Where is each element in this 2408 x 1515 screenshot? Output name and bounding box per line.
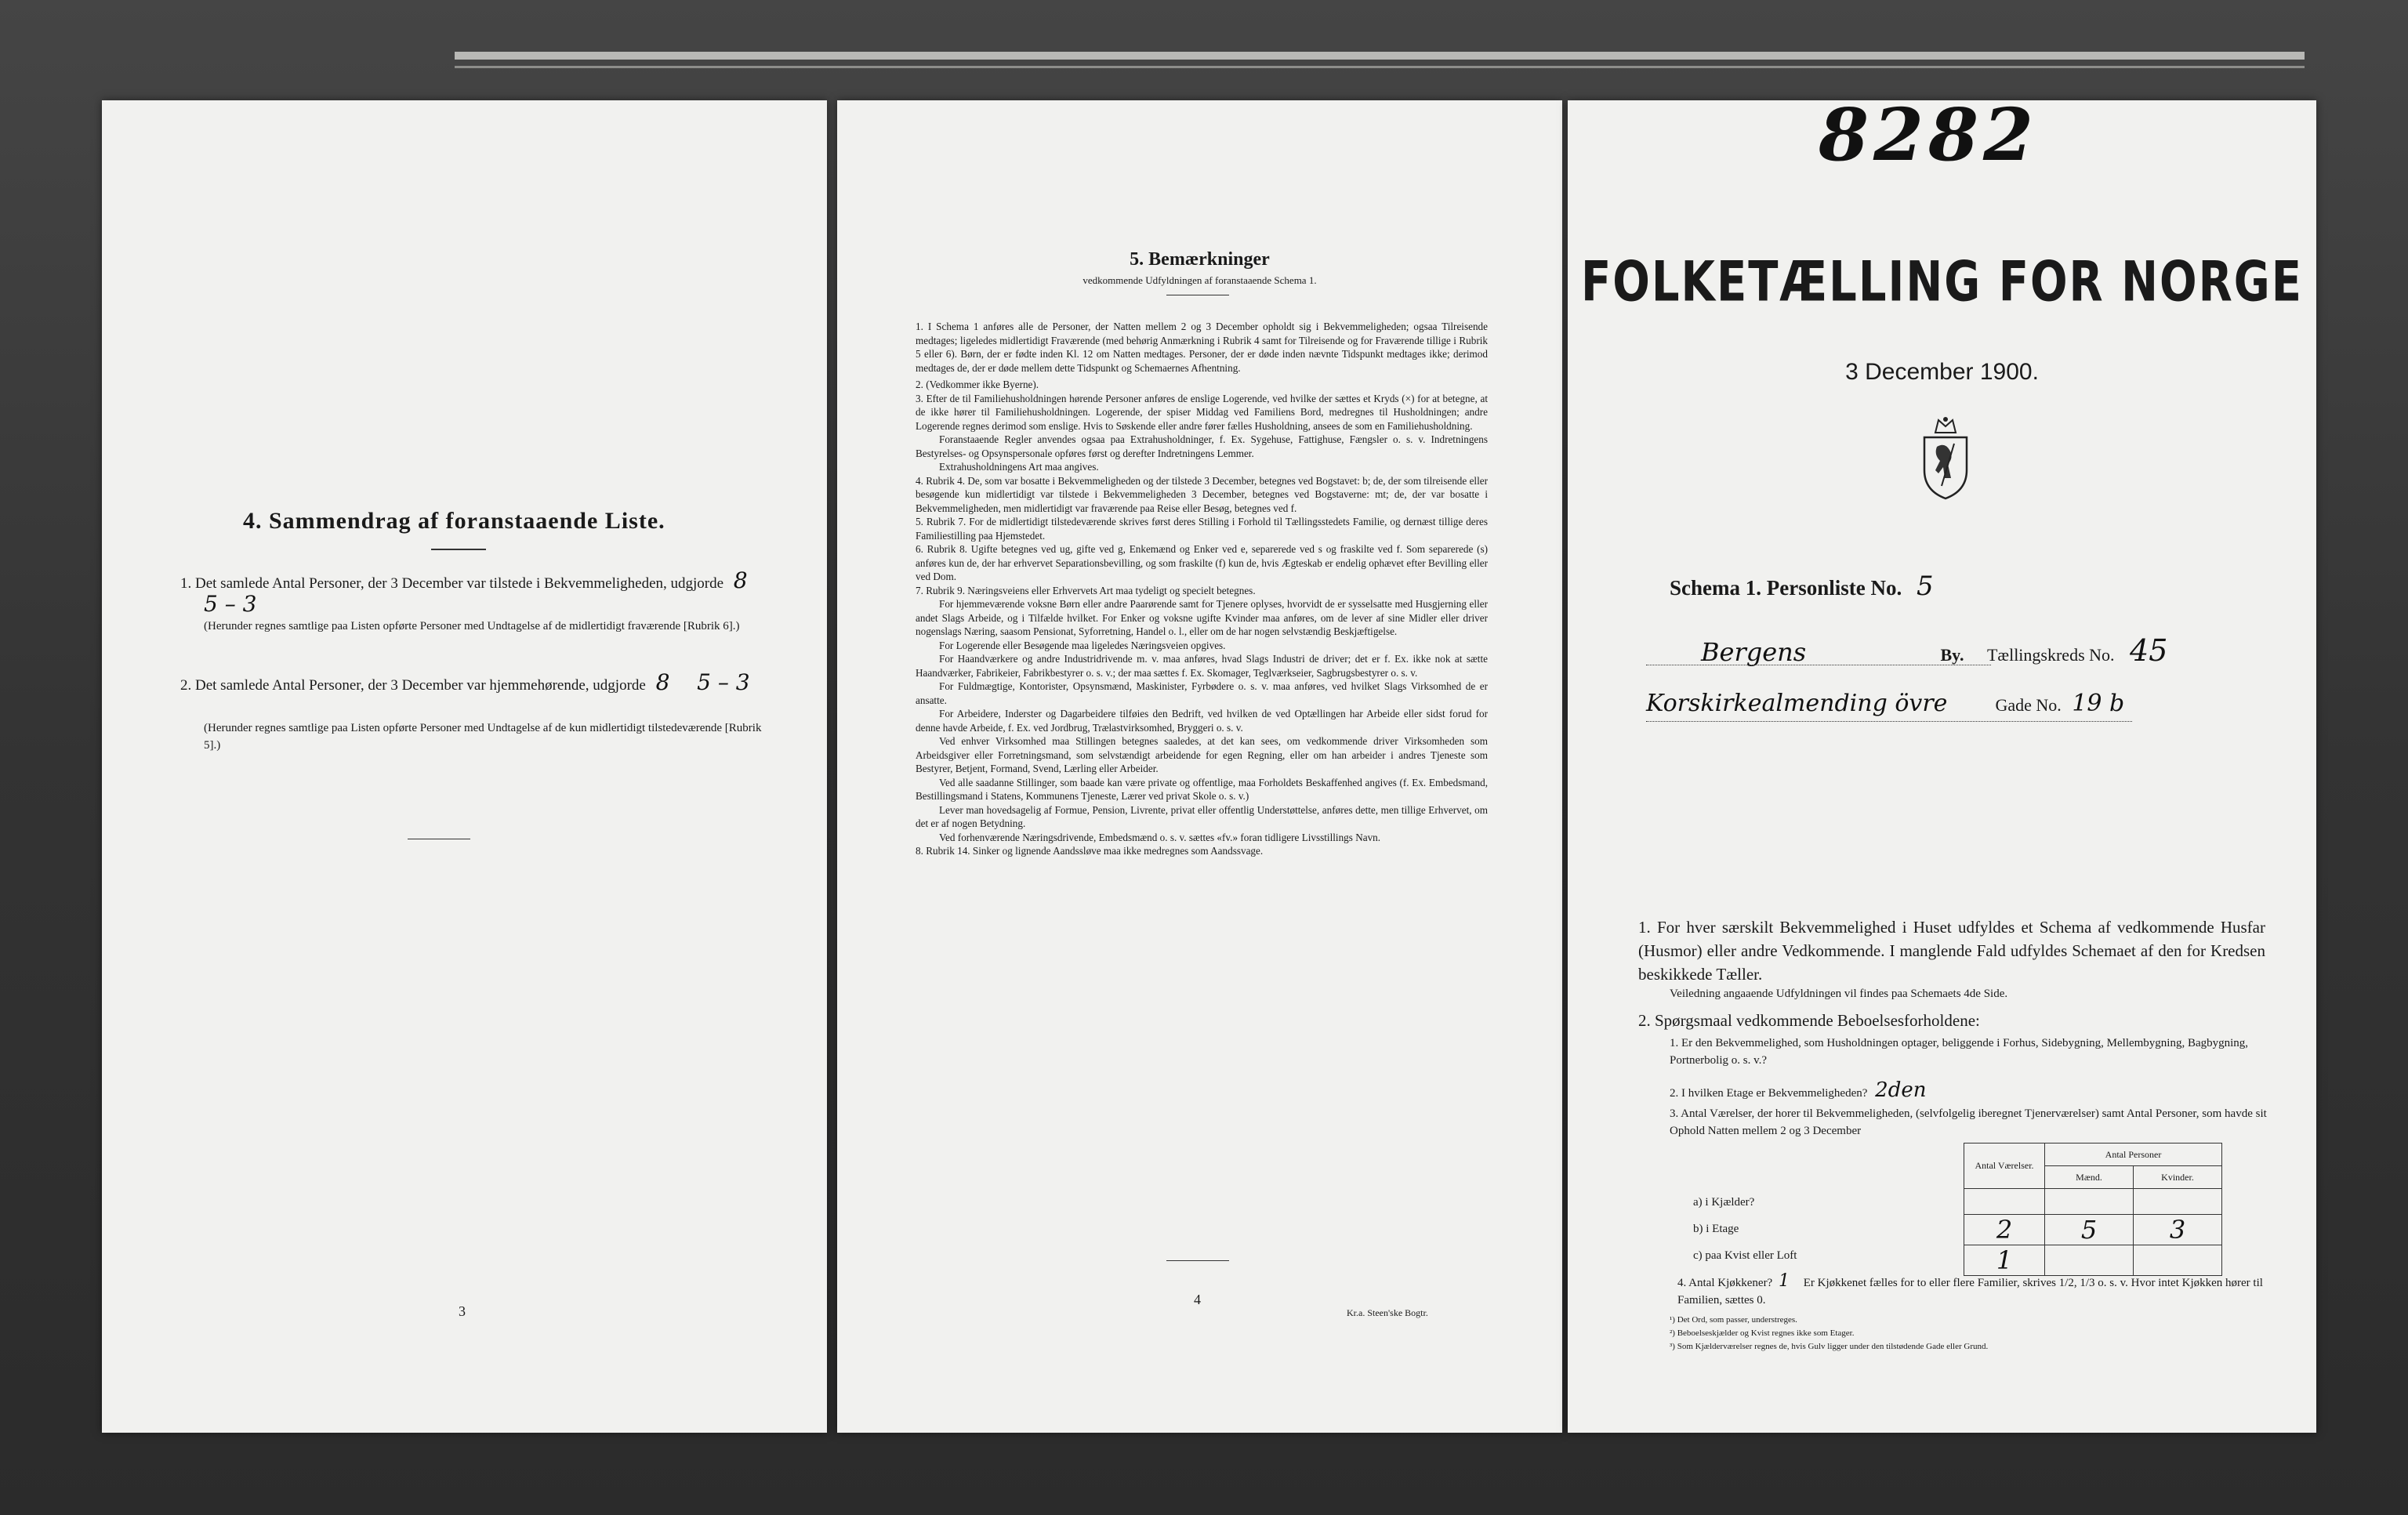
city-name: Bergens bbox=[1701, 637, 1807, 667]
census-date: 3 December 1900. bbox=[1845, 359, 2039, 385]
page-left bbox=[102, 100, 827, 1433]
remark-paragraph: For hjemmeværende voksne Børn eller andre Paarørende samt for Tjenere oplyses, hvorvidt de er sysselsatte med Husgjerning eller andet Slags Arbeide, og i Tilfælde hvilket. For Enker og voksne ugifte Kvinder maa anføres, om de lever af sine Midler eller driver nogenslags Næring, saasom Pensionat, Syforretning, Handel o. l., eller om de har nogen selvstændig Beskjæftigelse. bbox=[916, 598, 1488, 637]
question-4-answer: 1 bbox=[1778, 1271, 1790, 1291]
footnote-3: ³) Som Kjælderværelser regnes de, hvis Gulv ligger under den tilstødende Gade eller Grund. bbox=[1670, 1342, 1989, 1351]
summary-item-1 bbox=[180, 567, 776, 618]
remark-paragraph: 8. Rubrik 14. Sinker og lignende Aandssløve maa ikke medregnes som Aandssvage. bbox=[916, 845, 1264, 857]
remark-paragraph: Ved forhenværende Næringsdrivende, Embedsmænd o. s. v. sættes «fv.» foran tidligere Livsstillings Navn. bbox=[939, 831, 1381, 843]
header-rooms: Antal Værelser. bbox=[1964, 1143, 2045, 1189]
question-3: 3. Antal Værelser, der horer til Bekvemmeligheden, (selvfolgelig iberegnet Tjenerværelser) samt Antal Personer, som havde sit Ophold Natten mellem 2 og 3 December bbox=[1670, 1107, 2267, 1137]
remark-paragraph: For Haandværkere og andre Industridrivende m. v. maa anføres, hvad Slags Industri de driver; det er f. Ex. ikke nok at sætte Haandværker, Fabrikeier, Fabrikbestyrer o. s. v.; der maa sættes f. Ex. Skomager, Teglværkseier, Sagbrugsbestyrer o. s. v. bbox=[916, 653, 1488, 679]
city-line bbox=[1646, 633, 2289, 668]
item1-text: 1. Det samlede Antal Personer, der 3 December var tilstede i Bekvemmeligheden, udgjorde bbox=[180, 575, 724, 592]
remark-paragraph: 2. (Vedkommer ikke Byerne). bbox=[916, 379, 1039, 390]
question-4 bbox=[1677, 1273, 2281, 1309]
end-rule bbox=[1166, 1260, 1229, 1261]
coat-of-arms-icon bbox=[1918, 415, 1973, 502]
page-number-middle: 4 bbox=[1194, 1292, 1201, 1307]
question-4-rest: Er Kjøkkenet fælles for to eller flere Familier, skrives 1/2, 1/3 o. s. v. Hvor intet Kjøkken hører til Familien, sættes 0. bbox=[1677, 1277, 2263, 1307]
district-label: Tællingskreds No. bbox=[1986, 645, 2115, 665]
remark-paragraph: 7. Rubrik 9. Næringsveiens eller Erhvervets Art maa tydeligt og specielt betegnes. bbox=[916, 584, 1256, 596]
street-name: Korskirkealmending övre bbox=[1646, 690, 1948, 717]
city-label: By. bbox=[1940, 645, 1964, 665]
question-2-text: 2. I hvilken Etage er Bekvemmeligheden? bbox=[1670, 1087, 1868, 1100]
footnote-1: ¹) Det Ord, som passer, understreges. bbox=[1670, 1315, 1797, 1325]
district-number: 45 bbox=[2130, 633, 2168, 668]
top-paper-line bbox=[455, 66, 2305, 68]
schema-line bbox=[1670, 571, 2265, 602]
row-label-b: b) i Etage bbox=[1693, 1223, 1739, 1235]
rooms-persons-table bbox=[1964, 1143, 2222, 1276]
cell-a-women bbox=[2134, 1189, 2222, 1215]
remark-paragraph: Foranstaaende Regler anvendes ogsaa paa Extrahusholdninger, f. Ex. Sygehuse, Fattighuse, Fængsler o. s. v. Indretningens Bestyrelses- og Opsynspersonale opføres først og derefter Indretningens Lemmer. bbox=[916, 433, 1488, 459]
remark-paragraph: For Arbeidere, Inderster og Dagarbeidere tilføies den Bedrift, ved hvilken de ved Optællingen har Arbeide eller sidst forud for denne havde Arbeide, f. Ex. ved Jordbrug, Trælastvirksomhed, Bryggeri o. s. v. bbox=[916, 708, 1488, 734]
remark-paragraph: Ved enhver Virksomhed maa Stillingen betegnes saaledes, at det kan sees, om vedkommende driver Virksomheden som Arbeidsgiver eller Forretningsmand, som selvstændigt arbeidende for egen Regning, eller om han arbeider i andres Tjeneste som Bestyrer, Betjent, Formand, Svend, Lærling eller Arbeider. bbox=[916, 735, 1488, 774]
remark-paragraph: For Fuldmægtige, Kontorister, Opsynsmænd, Maskinister, Fyrbødere o. s. v. maa anføres, ved hvilket Slags Virksomhed de er ansatte. bbox=[916, 680, 1488, 706]
street-number: 19 b bbox=[2072, 690, 2125, 717]
remark-paragraph: 6. Rubrik 8. Ugifte betegnes ved ug, gifte ved g, Enkemænd og Enker ved e, separerede ved s og fraskilte ved f. Som separerede (s) anføres kun de, der har erhvervet Separationsbevilling, og som fraskilte (f) kun de, hvis Ægteskab er endelig ophævet efter Bevilling eller ved Dom. bbox=[916, 543, 1488, 582]
remark-paragraph: 4. Rubrik 4. De, som var bosatte i Bekvemmeligheden og der tilstede 3 December, betegnes ved Bogstavet: b; de, der som tilreisende eller besøgende kun midlertidigt var tilstede i Bekvemmeligheden 3 December, betegnes ved Bogstaverne: mt; de, der var bosatte i Bekvemmeligheden, men midlertidigt var fraværende paa Reise eller Besøg, betegnes ved f. bbox=[916, 474, 1488, 514]
cell-b-women: 3 bbox=[2134, 1215, 2222, 1245]
instruction-1: 1. For hver særskilt Bekvemmelighed i Huset udfyldes et Schema af vedkommende Husfar (Husmor) eller andre Vedkommende. I manglende Fald udfyldes Schemaet af den for Kredsen beskikkede Tæller. bbox=[1638, 918, 2265, 984]
schema-label: Schema 1. Personliste No. bbox=[1670, 576, 1902, 600]
cell-c-men bbox=[2045, 1245, 2134, 1276]
item2-extra: 5 – 3 bbox=[697, 669, 750, 695]
cell-a-men bbox=[2045, 1189, 2134, 1215]
summary-heading: 4. Sammendrag af foranstaaende Liste. bbox=[243, 508, 665, 534]
top-paper-strip bbox=[455, 52, 2305, 60]
printer-mark: Kr.a. Steen'ske Bogtr. bbox=[1347, 1307, 1428, 1318]
cell-a-rooms bbox=[1964, 1189, 2045, 1215]
question-2 bbox=[1670, 1078, 2281, 1102]
row-label-c: c) paa Kvist eller Loft bbox=[1693, 1249, 1797, 1262]
handwritten-number: 8282 bbox=[1819, 100, 2039, 177]
summary-item-2 bbox=[180, 669, 776, 696]
city-dotline bbox=[1646, 665, 1991, 666]
remark-paragraph: For Logerende eller Besøgende maa ligeledes Næringsveien opgives. bbox=[939, 639, 1226, 651]
remark-paragraph: 3. Efter de til Familiehusholdningen hørende Personer anføres de enslige Logerende, ved hvilke der sættes et Kryds (×) for at betegne, at de ikke hører til Familiehusholdningen. Logerende, der spiser Middag ved Familiens Bord, medregnes til Husholdningen; andre Logerende regnes derimod som enslige. Hvis to Søskende eller andre fører fælles Husholdning, ansees de som en Familiehusholdning. bbox=[916, 392, 1488, 432]
remarks-list bbox=[916, 320, 1488, 858]
heading-rule bbox=[431, 549, 486, 550]
header-women: Kvinder. bbox=[2134, 1166, 2222, 1189]
remark-paragraph: 5. Rubrik 7. For de midlertidigt tilstedeværende skrives først deres Stilling i Forhold til Tællingsstedets Familie, og dernæst tillige deres Familiestilling paa Hjemstedet. bbox=[916, 516, 1488, 542]
footnotes bbox=[1670, 1314, 2281, 1354]
instruction-1-note: Veiledning angaaende Udfyldningen vil findes paa Schemaets 4de Side. bbox=[1670, 988, 2008, 1000]
schema-number: 5 bbox=[1916, 571, 1934, 602]
item1-value: 8 bbox=[733, 567, 748, 593]
item2-note: (Herunder regnes samtlige paa Listen opførte Personer med Undtagelse af de kun midlertidigt tilstedeværende [Rubrik 5].) bbox=[204, 722, 762, 752]
street-dotline bbox=[1646, 721, 2132, 723]
remarks-heading: 5. Bemærkninger bbox=[1130, 249, 1270, 270]
census-title: FOLKETÆLLING FOR NORGE bbox=[1581, 250, 2303, 315]
page-right bbox=[1568, 100, 2316, 1433]
street-line bbox=[1646, 690, 2289, 717]
remark-paragraph: Lever man hovedsagelig af Formue, Pension, Livrente, privat eller offentlig Understøttelse, anføres dette, men tillige Erhvervet, om det er af nogen Betydning. bbox=[916, 803, 1488, 829]
question-1: 1. Er den Bekvemmelighed, som Husholdningen optager, beliggende i Forhus, Sidebygning, Mellembygning, Bagbygning, Portnerbolig o. s. v.? bbox=[1670, 1037, 2249, 1067]
item1-extra: 5 – 3 bbox=[204, 591, 257, 617]
header-men: Mænd. bbox=[2045, 1166, 2134, 1189]
row-label-a: a) i Kjælder? bbox=[1693, 1196, 1755, 1209]
remarks-subheading: vedkommende Udfyldningen af foranstaaende Schema 1. bbox=[1083, 274, 1317, 286]
header-persons: Antal Personer bbox=[2045, 1143, 2222, 1166]
cell-c-rooms: 1 bbox=[1964, 1245, 2045, 1276]
instruction-2: 2. Spørgsmaal vedkommende Beboelsesforholdene: bbox=[1638, 1011, 1980, 1030]
street-label: Gade No. bbox=[1995, 695, 2062, 715]
page-middle bbox=[837, 100, 1562, 1433]
page-number-left: 3 bbox=[459, 1303, 466, 1319]
item1-note: (Herunder regnes samtlige paa Listen opførte Personer med Undtagelse af de midlertidigt fraværende [Rubrik 6].) bbox=[204, 620, 740, 632]
item2-value: 8 bbox=[655, 669, 670, 695]
question-4-text: 4. Antal Kjøkkener? bbox=[1677, 1277, 1773, 1289]
cell-b-men: 5 bbox=[2045, 1215, 2134, 1245]
item2-text: 2. Det samlede Antal Personer, der 3 December var hjemmehørende, udgjorde bbox=[180, 677, 646, 694]
question-2-answer: 2den bbox=[1875, 1078, 1927, 1102]
footnote-2: ²) Beboelseskjælder og Kvist regnes ikke som Etager. bbox=[1670, 1328, 1855, 1338]
remark-paragraph: Ved alle saadanne Stillinger, som baade kan være private og offentlige, maa Forholdets Beskaffenhed angives (f. Ex. Embedsmand, Bestillingsmand i Statens, Kommunens Tjeneste, Lærer ved privat Skole o. s. v.) bbox=[916, 776, 1488, 802]
cell-c-women bbox=[2134, 1245, 2222, 1276]
remark-paragraph: 1. I Schema 1 anføres alle de Personer, der Natten mellem 2 og 3 December opholdt sig i Bekvemmeligheden; ogsaa Tilreisende medtages; ligeledes midlertidigt Fraværende (med behørig Anmærkning i Rubrik 4 samt for Tilreisende og for Fraværende tillige i Rubrik 5 eller 6). Børn, der er fødte inden Kl. 12 om Natten medtages. Personer, der er døde inden nævnte Tidspunkt medtages ikke; derimod medtages de, der er døde mellem dette Tidspunkt og Schemaernes Afhentning. bbox=[916, 321, 1488, 374]
cell-b-rooms: 2 bbox=[1964, 1215, 2045, 1245]
remark-paragraph: Extrahusholdningens Art maa angives. bbox=[939, 461, 1099, 473]
